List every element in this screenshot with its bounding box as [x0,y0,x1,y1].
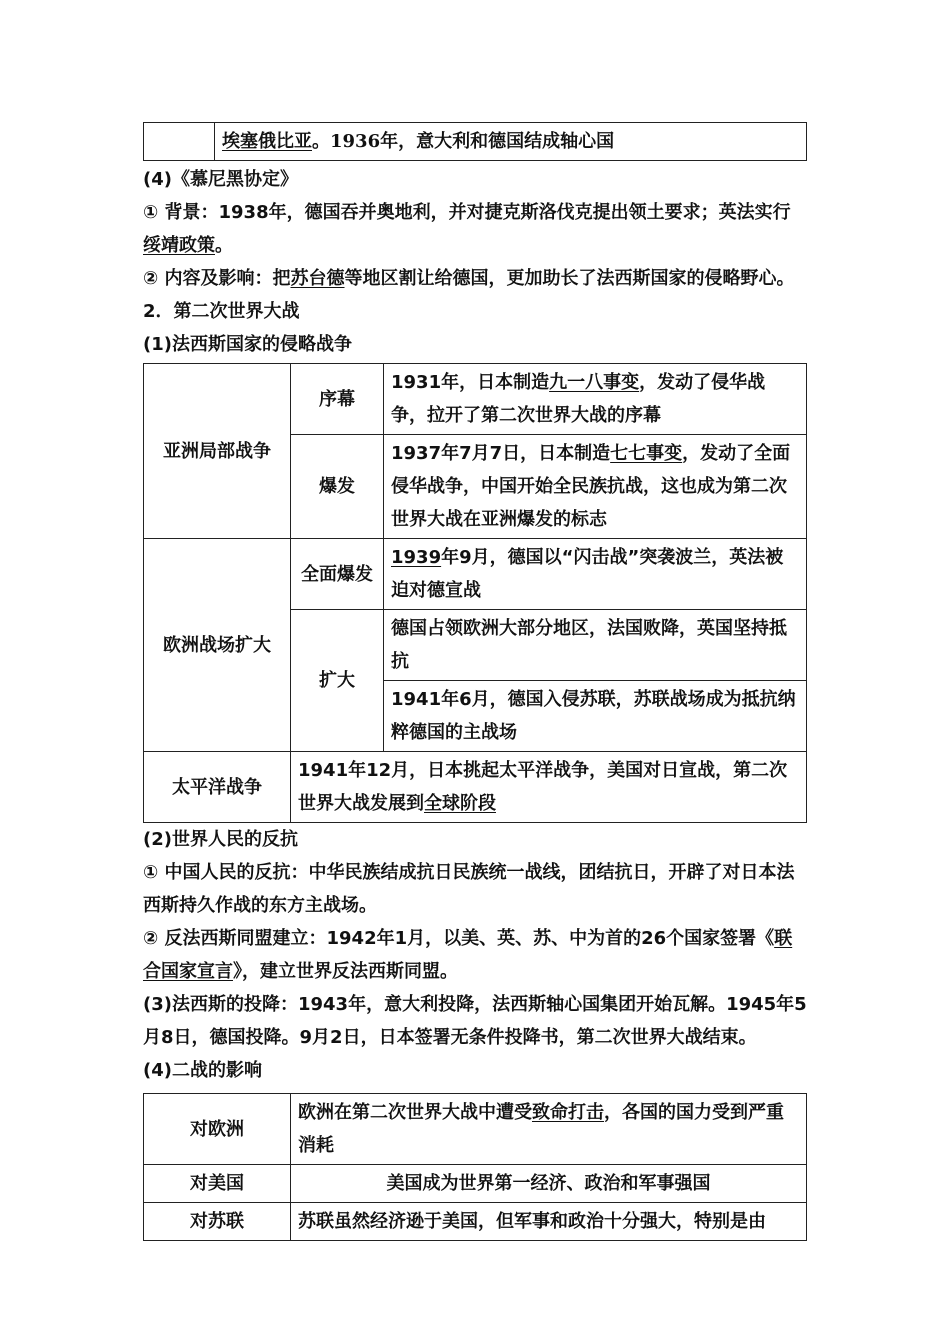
content-cell: 1939年9月，德国以“闪击战”突袭波兰，英法被迫对德宣战 [384,539,807,610]
underlined-term: 联合国家宣言 [143,928,793,982]
section-heading: 2．第二次世界大战 [143,301,300,322]
underlined-term: 全球阶段 [424,793,496,814]
document-page [143,122,807,1241]
table-row [144,1094,807,1165]
top-table [143,122,807,161]
table-row [144,1203,807,1241]
table-row [144,123,807,161]
label-cell: 对欧洲 [144,1094,291,1165]
subsection-title: (2)世界人民的反抗 [143,829,298,850]
paragraph: ② 反法西斯同盟建立：1942年1月，以美、英、苏、中为首的26个国家签署《联合国家宣言》，建立世界反法西斯同盟。 [143,928,793,982]
content-cell: 欧洲在第二次世界大战中遭受致命打击，各国的国力受到严重消耗 [291,1094,807,1165]
table-row [144,1165,807,1203]
table-row [144,364,807,435]
label-cell: 太平洋战争 [144,752,291,823]
content-cell: 1941年12月，日本挑起太平洋战争，美国对日宣战，第二次世界大战发展到全球阶段 [291,752,807,823]
underlined-term: 九一八事变 [549,372,640,393]
munich-impact: ② 内容及影响：把苏台德等地区割让给德国，更加助长了法西斯国家的侵略野心。 [143,268,795,289]
paragraph: ① 中国人民的反抗：中华民族结成抗日民族统一战线，团结抗日，开辟了对日本法西斯持久作战的东方主战场。 [143,862,795,916]
paragraph: (3)法西斯的投降：1943年，意大利投降，法西斯轴心国集团开始瓦解。1945年5月8日，德国投降。9月2日，日本签署无条件投降书，第二次世界大战结束。 [143,994,807,1048]
content-cell: 1941年6月，德国入侵苏联，苏联战场成为抵抗纳粹德国的主战场 [384,681,807,752]
empty-cell [144,123,215,161]
content-cell: 1931年，日本制造九一八事变，发动了侵华战争，拉开了第二次世界大战的序幕 [384,364,807,435]
table-row [144,539,807,610]
label-cell: 序幕 [291,364,384,435]
underlined-term: 致命打击 [532,1102,604,1123]
cell-text: 。1936年，意大利和德国结成轴心国 [312,131,615,152]
group-cell: 欧洲战场扩大 [144,539,291,752]
label-cell: 对美国 [144,1165,291,1203]
content-cell: 苏联虽然经济逊于美国，但军事和政治十分强大，特别是由 [291,1203,807,1241]
label-cell: 全面爆发 [291,539,384,610]
content-cell: 1937年7月7日，日本制造七七事变，发动了全面侵华战争，中国开始全民族抗战，这也成为第二次世界大战在亚洲爆发的标志 [384,435,807,539]
axis-cell [215,123,807,161]
content-cell: 德国占领欧洲大部分地区，法国败降，英国坚持抵抗 [384,610,807,681]
underlined-term: 七七事变 [610,443,683,464]
subsection-title: (1)法西斯国家的侵略战争 [143,334,352,355]
war-table [143,363,807,823]
underlined-term: 1939 [391,547,442,568]
underlined-term: 绥靖政策 [143,235,215,256]
content-cell: 美国成为世界第一经济、政治和军事强国 [291,1165,807,1203]
subsection-title: (4)二战的影响 [143,1060,262,1081]
table-row [144,752,807,823]
label-cell: 对苏联 [144,1203,291,1241]
munich-title: (4)《慕尼黑协定》 [143,169,298,190]
group-cell: 亚洲局部战争 [144,364,291,539]
label-cell: 爆发 [291,435,384,539]
impact-table [143,1093,807,1241]
underlined-term: 埃塞俄比亚 [222,131,312,152]
munich-background: ① 背景：1938年，德国吞并奥地利，并对捷克斯洛伐克提出领土要求；英法实行绥靖政策。 [143,202,791,256]
underlined-term: 苏台德 [290,268,345,289]
label-cell: 扩大 [291,610,384,752]
